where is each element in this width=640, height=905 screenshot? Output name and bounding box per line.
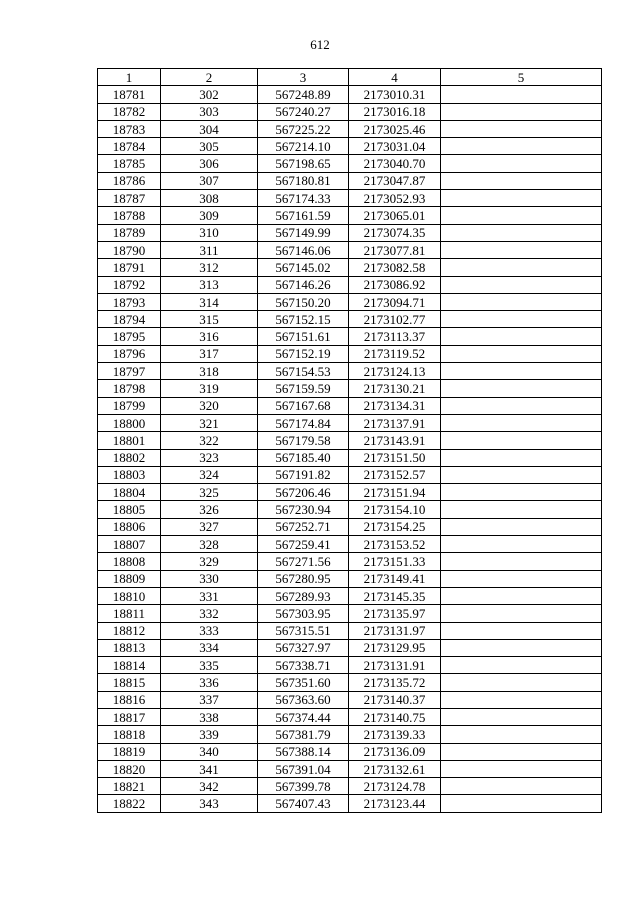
table-row bbox=[98, 657, 602, 674]
table-cell: 334 bbox=[161, 639, 258, 656]
table-cell: 18786 bbox=[98, 172, 161, 189]
table-cell: 567146.26 bbox=[258, 276, 349, 293]
table-cell: 18788 bbox=[98, 207, 161, 224]
table-cell: 2173137.91 bbox=[349, 414, 441, 431]
table-cell: 328 bbox=[161, 536, 258, 553]
table-cell: 306 bbox=[161, 155, 258, 172]
table-cell: 2173151.94 bbox=[349, 484, 441, 501]
table-row bbox=[98, 570, 602, 587]
table-cell bbox=[441, 414, 602, 431]
table-cell: 304 bbox=[161, 120, 258, 137]
table-row bbox=[98, 553, 602, 570]
table-cell: 567407.43 bbox=[258, 795, 349, 812]
table-cell bbox=[441, 639, 602, 656]
table-cell: 303 bbox=[161, 103, 258, 120]
table-cell: 336 bbox=[161, 674, 258, 691]
table-row bbox=[98, 760, 602, 777]
table-header-row bbox=[98, 69, 602, 86]
table-row bbox=[98, 397, 602, 414]
table-cell: 18807 bbox=[98, 536, 161, 553]
table-cell bbox=[441, 605, 602, 622]
table-cell: 567280.95 bbox=[258, 570, 349, 587]
table-cell: 567150.20 bbox=[258, 293, 349, 310]
table-cell: 326 bbox=[161, 501, 258, 518]
table-cell: 323 bbox=[161, 449, 258, 466]
table-row bbox=[98, 639, 602, 656]
table-cell: 567338.71 bbox=[258, 657, 349, 674]
table-cell: 333 bbox=[161, 622, 258, 639]
table-cell: 2173086.92 bbox=[349, 276, 441, 293]
table-cell: 314 bbox=[161, 293, 258, 310]
table-row bbox=[98, 743, 602, 760]
table-cell bbox=[441, 449, 602, 466]
table-cell bbox=[441, 103, 602, 120]
table-cell: 567185.40 bbox=[258, 449, 349, 466]
table-cell: 18802 bbox=[98, 449, 161, 466]
table-cell bbox=[441, 674, 602, 691]
table-cell: 2173151.50 bbox=[349, 449, 441, 466]
table-row bbox=[98, 224, 602, 241]
table-cell: 321 bbox=[161, 414, 258, 431]
table-cell: 567248.89 bbox=[258, 86, 349, 103]
table-cell bbox=[441, 380, 602, 397]
table-cell: 2173025.46 bbox=[349, 120, 441, 137]
table-cell: 567315.51 bbox=[258, 622, 349, 639]
table-cell: 2173149.41 bbox=[349, 570, 441, 587]
table-cell: 567198.65 bbox=[258, 155, 349, 172]
table-cell: 2173154.25 bbox=[349, 518, 441, 535]
table-cell: 324 bbox=[161, 466, 258, 483]
table-cell: 332 bbox=[161, 605, 258, 622]
table-cell: 2173113.37 bbox=[349, 328, 441, 345]
table-cell: 567381.79 bbox=[258, 726, 349, 743]
table-row bbox=[98, 138, 602, 155]
table-cell: 2173135.72 bbox=[349, 674, 441, 691]
table-cell: 2173094.71 bbox=[349, 293, 441, 310]
table-row bbox=[98, 484, 602, 501]
table-cell: 329 bbox=[161, 553, 258, 570]
table-cell bbox=[441, 484, 602, 501]
table-cell bbox=[441, 397, 602, 414]
table-cell: 18818 bbox=[98, 726, 161, 743]
table-cell: 567374.44 bbox=[258, 708, 349, 725]
table-cell: 2173131.97 bbox=[349, 622, 441, 639]
table-row bbox=[98, 795, 602, 812]
table-cell: 2173123.44 bbox=[349, 795, 441, 812]
table-cell: 2173124.13 bbox=[349, 363, 441, 380]
table-row bbox=[98, 380, 602, 397]
table-cell: 318 bbox=[161, 363, 258, 380]
table-cell bbox=[441, 138, 602, 155]
table-cell: 18822 bbox=[98, 795, 161, 812]
table-cell bbox=[441, 570, 602, 587]
column-header: 3 bbox=[258, 69, 349, 86]
table-row bbox=[98, 155, 602, 172]
table-cell: 312 bbox=[161, 259, 258, 276]
table-cell: 307 bbox=[161, 172, 258, 189]
table-cell: 2173047.87 bbox=[349, 172, 441, 189]
table-cell: 330 bbox=[161, 570, 258, 587]
table-cell bbox=[441, 760, 602, 777]
table-cell: 18795 bbox=[98, 328, 161, 345]
table-cell: 2173065.01 bbox=[349, 207, 441, 224]
table-cell: 567271.56 bbox=[258, 553, 349, 570]
table-cell: 18787 bbox=[98, 190, 161, 207]
table-cell: 18791 bbox=[98, 259, 161, 276]
table-cell: 18793 bbox=[98, 293, 161, 310]
table-row bbox=[98, 363, 602, 380]
table-row bbox=[98, 432, 602, 449]
table-cell: 2173129.95 bbox=[349, 639, 441, 656]
table-cell: 319 bbox=[161, 380, 258, 397]
table-row bbox=[98, 536, 602, 553]
table-cell: 2173154.10 bbox=[349, 501, 441, 518]
table-row bbox=[98, 449, 602, 466]
table-row bbox=[98, 103, 602, 120]
table-cell: 18785 bbox=[98, 155, 161, 172]
table-cell bbox=[441, 466, 602, 483]
table-cell: 567161.59 bbox=[258, 207, 349, 224]
table-cell: 567327.97 bbox=[258, 639, 349, 656]
table-cell: 18798 bbox=[98, 380, 161, 397]
table-body bbox=[98, 86, 602, 812]
table-cell: 567240.27 bbox=[258, 103, 349, 120]
table-cell: 18799 bbox=[98, 397, 161, 414]
table-cell: 2173135.97 bbox=[349, 605, 441, 622]
coordinates-table bbox=[97, 68, 602, 813]
table-cell: 567180.81 bbox=[258, 172, 349, 189]
table-cell: 567214.10 bbox=[258, 138, 349, 155]
table-cell: 567191.82 bbox=[258, 466, 349, 483]
table-cell: 18801 bbox=[98, 432, 161, 449]
table-cell: 18792 bbox=[98, 276, 161, 293]
table-cell: 567388.14 bbox=[258, 743, 349, 760]
table-cell: 567145.02 bbox=[258, 259, 349, 276]
table-cell bbox=[441, 120, 602, 137]
table-cell: 2173153.52 bbox=[349, 536, 441, 553]
table-cell: 339 bbox=[161, 726, 258, 743]
table-cell: 567225.22 bbox=[258, 120, 349, 137]
table-cell: 2173140.37 bbox=[349, 691, 441, 708]
table-cell: 343 bbox=[161, 795, 258, 812]
table-row bbox=[98, 276, 602, 293]
table-cell: 18817 bbox=[98, 708, 161, 725]
table-cell bbox=[441, 708, 602, 725]
table-cell bbox=[441, 259, 602, 276]
table-cell: 327 bbox=[161, 518, 258, 535]
table-cell: 18814 bbox=[98, 657, 161, 674]
table-row bbox=[98, 241, 602, 258]
table-cell: 567167.68 bbox=[258, 397, 349, 414]
table-cell: 2173131.91 bbox=[349, 657, 441, 674]
table-cell: 567146.06 bbox=[258, 241, 349, 258]
table-cell bbox=[441, 553, 602, 570]
table-cell: 309 bbox=[161, 207, 258, 224]
table-cell: 567399.78 bbox=[258, 778, 349, 795]
table-cell bbox=[441, 518, 602, 535]
table-cell bbox=[441, 726, 602, 743]
table-cell: 342 bbox=[161, 778, 258, 795]
table-cell: 567154.53 bbox=[258, 363, 349, 380]
table-cell: 567174.33 bbox=[258, 190, 349, 207]
table-cell bbox=[441, 224, 602, 241]
table-cell: 18821 bbox=[98, 778, 161, 795]
table-cell: 337 bbox=[161, 691, 258, 708]
table-cell: 18783 bbox=[98, 120, 161, 137]
table-cell: 331 bbox=[161, 587, 258, 604]
table-cell: 18820 bbox=[98, 760, 161, 777]
table-cell bbox=[441, 276, 602, 293]
table-cell: 322 bbox=[161, 432, 258, 449]
table-row bbox=[98, 86, 602, 103]
table-cell: 302 bbox=[161, 86, 258, 103]
table-cell: 18803 bbox=[98, 466, 161, 483]
table-cell: 341 bbox=[161, 760, 258, 777]
table-cell: 2173124.78 bbox=[349, 778, 441, 795]
table-cell bbox=[441, 241, 602, 258]
table-cell bbox=[441, 657, 602, 674]
table-cell bbox=[441, 311, 602, 328]
table-cell: 567230.94 bbox=[258, 501, 349, 518]
table-cell: 311 bbox=[161, 241, 258, 258]
page-number: 612 bbox=[310, 37, 330, 52]
table-cell: 2173010.31 bbox=[349, 86, 441, 103]
table-cell: 567151.61 bbox=[258, 328, 349, 345]
table-cell: 18782 bbox=[98, 103, 161, 120]
table-cell: 18805 bbox=[98, 501, 161, 518]
table-cell: 18789 bbox=[98, 224, 161, 241]
table-cell bbox=[441, 207, 602, 224]
table-cell bbox=[441, 328, 602, 345]
table-cell bbox=[441, 172, 602, 189]
table-cell: 18804 bbox=[98, 484, 161, 501]
table-cell: 2173040.70 bbox=[349, 155, 441, 172]
table-row bbox=[98, 674, 602, 691]
table-cell: 567259.41 bbox=[258, 536, 349, 553]
table-cell: 2173152.57 bbox=[349, 466, 441, 483]
table-row bbox=[98, 691, 602, 708]
table-cell: 305 bbox=[161, 138, 258, 155]
table-cell bbox=[441, 691, 602, 708]
table-row bbox=[98, 518, 602, 535]
table-cell: 2173143.91 bbox=[349, 432, 441, 449]
table-cell: 2173151.33 bbox=[349, 553, 441, 570]
table-row bbox=[98, 172, 602, 189]
table-cell: 18806 bbox=[98, 518, 161, 535]
table-cell: 338 bbox=[161, 708, 258, 725]
table-row bbox=[98, 622, 602, 639]
table-cell: 2173140.75 bbox=[349, 708, 441, 725]
column-header: 5 bbox=[441, 69, 602, 86]
column-header: 1 bbox=[98, 69, 161, 86]
table-cell: 567363.60 bbox=[258, 691, 349, 708]
table-cell bbox=[441, 587, 602, 604]
table-cell bbox=[441, 190, 602, 207]
table-row bbox=[98, 414, 602, 431]
table-cell: 18813 bbox=[98, 639, 161, 656]
table-cell: 2173031.04 bbox=[349, 138, 441, 155]
table-cell: 2173119.52 bbox=[349, 345, 441, 362]
table-cell: 18797 bbox=[98, 363, 161, 380]
table-cell: 567174.84 bbox=[258, 414, 349, 431]
table-cell: 18800 bbox=[98, 414, 161, 431]
table-row bbox=[98, 328, 602, 345]
table-row bbox=[98, 466, 602, 483]
table-cell: 567206.46 bbox=[258, 484, 349, 501]
table-row bbox=[98, 501, 602, 518]
table-cell: 2173074.35 bbox=[349, 224, 441, 241]
table-cell: 18781 bbox=[98, 86, 161, 103]
table-cell: 325 bbox=[161, 484, 258, 501]
table-cell: 316 bbox=[161, 328, 258, 345]
table-cell: 18790 bbox=[98, 241, 161, 258]
table-cell: 2173130.21 bbox=[349, 380, 441, 397]
table-cell bbox=[441, 432, 602, 449]
table-cell: 18819 bbox=[98, 743, 161, 760]
table-cell bbox=[441, 795, 602, 812]
table-cell bbox=[441, 501, 602, 518]
table-row bbox=[98, 778, 602, 795]
table-cell: 18784 bbox=[98, 138, 161, 155]
table-cell: 315 bbox=[161, 311, 258, 328]
table-cell: 18810 bbox=[98, 587, 161, 604]
table-row bbox=[98, 190, 602, 207]
table-cell: 567289.93 bbox=[258, 587, 349, 604]
table-cell: 567152.19 bbox=[258, 345, 349, 362]
table-cell: 2173082.58 bbox=[349, 259, 441, 276]
table-row bbox=[98, 726, 602, 743]
column-header: 4 bbox=[349, 69, 441, 86]
table-cell: 317 bbox=[161, 345, 258, 362]
table-cell: 335 bbox=[161, 657, 258, 674]
table-cell bbox=[441, 778, 602, 795]
table-cell: 18812 bbox=[98, 622, 161, 639]
table-cell: 567152.15 bbox=[258, 311, 349, 328]
table-cell bbox=[441, 345, 602, 362]
table-cell bbox=[441, 293, 602, 310]
table-row bbox=[98, 605, 602, 622]
table-row bbox=[98, 120, 602, 137]
table-row bbox=[98, 259, 602, 276]
table-row bbox=[98, 708, 602, 725]
table-cell bbox=[441, 363, 602, 380]
table-cell bbox=[441, 622, 602, 639]
table-row bbox=[98, 207, 602, 224]
table-cell: 308 bbox=[161, 190, 258, 207]
table-cell: 2173139.33 bbox=[349, 726, 441, 743]
table-cell: 18816 bbox=[98, 691, 161, 708]
table-row bbox=[98, 587, 602, 604]
table-cell: 18796 bbox=[98, 345, 161, 362]
table-cell: 18794 bbox=[98, 311, 161, 328]
table-cell: 2173102.77 bbox=[349, 311, 441, 328]
table-row bbox=[98, 293, 602, 310]
table-cell: 567303.95 bbox=[258, 605, 349, 622]
table-row bbox=[98, 345, 602, 362]
table-cell: 310 bbox=[161, 224, 258, 241]
table-cell bbox=[441, 155, 602, 172]
table-cell bbox=[441, 536, 602, 553]
table-cell: 2173134.31 bbox=[349, 397, 441, 414]
table-cell bbox=[441, 743, 602, 760]
table-cell: 340 bbox=[161, 743, 258, 760]
table-row bbox=[98, 311, 602, 328]
table-cell: 320 bbox=[161, 397, 258, 414]
table-cell: 2173136.09 bbox=[349, 743, 441, 760]
table-cell: 18808 bbox=[98, 553, 161, 570]
table-cell bbox=[441, 86, 602, 103]
table-cell: 2173016.18 bbox=[349, 103, 441, 120]
table-cell: 2173077.81 bbox=[349, 241, 441, 258]
table-cell: 567159.59 bbox=[258, 380, 349, 397]
table-cell: 567391.04 bbox=[258, 760, 349, 777]
table-cell: 18815 bbox=[98, 674, 161, 691]
table-cell: 567351.60 bbox=[258, 674, 349, 691]
table-cell: 567252.71 bbox=[258, 518, 349, 535]
table-cell: 313 bbox=[161, 276, 258, 293]
table-cell: 2173132.61 bbox=[349, 760, 441, 777]
column-header: 2 bbox=[161, 69, 258, 86]
table-cell: 18809 bbox=[98, 570, 161, 587]
table-cell: 2173052.93 bbox=[349, 190, 441, 207]
table-cell: 18811 bbox=[98, 605, 161, 622]
table-cell: 567179.58 bbox=[258, 432, 349, 449]
table-cell: 567149.99 bbox=[258, 224, 349, 241]
table-cell: 2173145.35 bbox=[349, 587, 441, 604]
